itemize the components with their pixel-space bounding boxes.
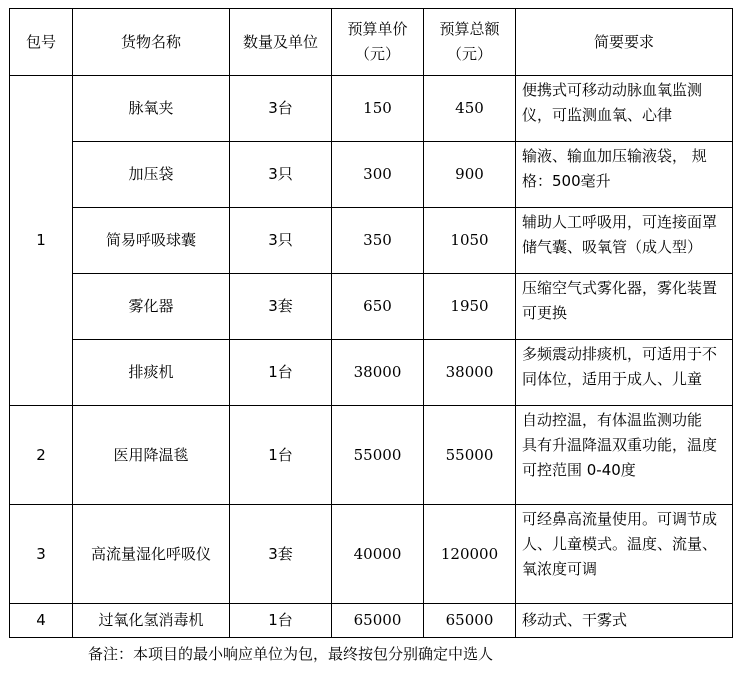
req-line: 同体位，适用于成人、儿童 [522,370,703,388]
header-unit-price-line2: （元） [354,45,400,63]
req-line: 格：500毫升 [522,172,611,190]
req-line: 压缩空气式雾化器，雾化装置 [522,279,718,297]
header-unit-price-line1: 预算单价 [347,20,408,38]
req-line: 便携式可移动动脉血氧监测 [522,81,703,99]
item-req [516,274,733,340]
item-total: 1950 [424,274,516,340]
item-price: 300 [332,142,424,208]
item-total: 450 [424,76,516,142]
item-price: 650 [332,274,424,340]
req-line: 可更换 [522,304,568,322]
table-row [10,76,733,142]
req-line: 辅助人工呼吸用，可连接面罩 [522,213,718,231]
item-qty: 1台 [230,406,332,505]
item-req [516,142,733,208]
procurement-table [9,8,733,638]
table-row [10,406,733,505]
item-req [516,340,733,406]
item-name: 高流量湿化呼吸仪 [73,505,230,604]
req-line: 移动式、干雾式 [522,611,628,629]
item-total: 55000 [424,406,516,505]
item-req [516,406,733,505]
req-line: 可经鼻高流量使用。可调节成 [522,510,718,528]
req-line: 可控范围 0-40度 [522,461,636,479]
header-pkg: 包号 [10,9,73,76]
item-name: 简易呼吸球囊 [73,208,230,274]
header-unit-price [332,9,424,76]
table-row [10,505,733,604]
pkg-cell: 3 [10,505,73,604]
table-row [10,604,733,638]
req-line: 仪，可监测血氧、心律 [522,106,673,124]
item-name: 医用降温毯 [73,406,230,505]
req-line: 氧浓度可调 [522,560,598,578]
item-req [516,208,733,274]
item-qty: 3套 [230,505,332,604]
item-req [516,604,733,638]
item-req [516,505,733,604]
header-name: 货物名称 [73,9,230,76]
item-price: 40000 [332,505,424,604]
item-total: 1050 [424,208,516,274]
item-name: 排痰机 [73,340,230,406]
table-row [10,340,733,406]
pkg-cell: 2 [10,406,73,505]
item-qty: 3台 [230,76,332,142]
table-row [10,208,733,274]
item-price: 65000 [332,604,424,638]
header-req: 简要要求 [516,9,733,76]
header-total [424,9,516,76]
remark-note: 备注：本项目的最小响应单位为包，最终按包分别确定中选人 [88,645,494,663]
req-line: 多频震动排痰机，可适用于不 [522,345,718,363]
item-name: 加压袋 [73,142,230,208]
pkg-cell: 1 [10,76,73,406]
req-line: 输液、输血加压输液袋， 规 [522,147,707,165]
req-line: 自动控温，有体温监测功能 [522,411,703,429]
pkg-cell: 4 [10,604,73,638]
header-row [10,9,733,76]
item-name: 雾化器 [73,274,230,340]
req-line: 具有升温降温双重功能，温度 [522,436,718,454]
table-row [10,274,733,340]
item-price: 350 [332,208,424,274]
item-qty: 1台 [230,340,332,406]
header-qty: 数量及单位 [230,9,332,76]
item-price: 38000 [332,340,424,406]
item-req [516,76,733,142]
item-total: 65000 [424,604,516,638]
item-price: 150 [332,76,424,142]
table-row [10,142,733,208]
item-total: 38000 [424,340,516,406]
item-price: 55000 [332,406,424,505]
req-line: 人、儿童模式。温度、流量、 [522,535,718,553]
item-total: 900 [424,142,516,208]
req-line: 储气囊、吸氧管（成人型） [522,238,703,256]
item-total: 120000 [424,505,516,604]
item-qty: 1台 [230,604,332,638]
item-qty: 3只 [230,208,332,274]
item-qty: 3只 [230,142,332,208]
header-total-line1: 预算总额 [439,20,500,38]
item-name: 脉氧夹 [73,76,230,142]
item-qty: 3套 [230,274,332,340]
item-name: 过氧化氢消毒机 [73,604,230,638]
header-total-line2: （元） [446,45,492,63]
